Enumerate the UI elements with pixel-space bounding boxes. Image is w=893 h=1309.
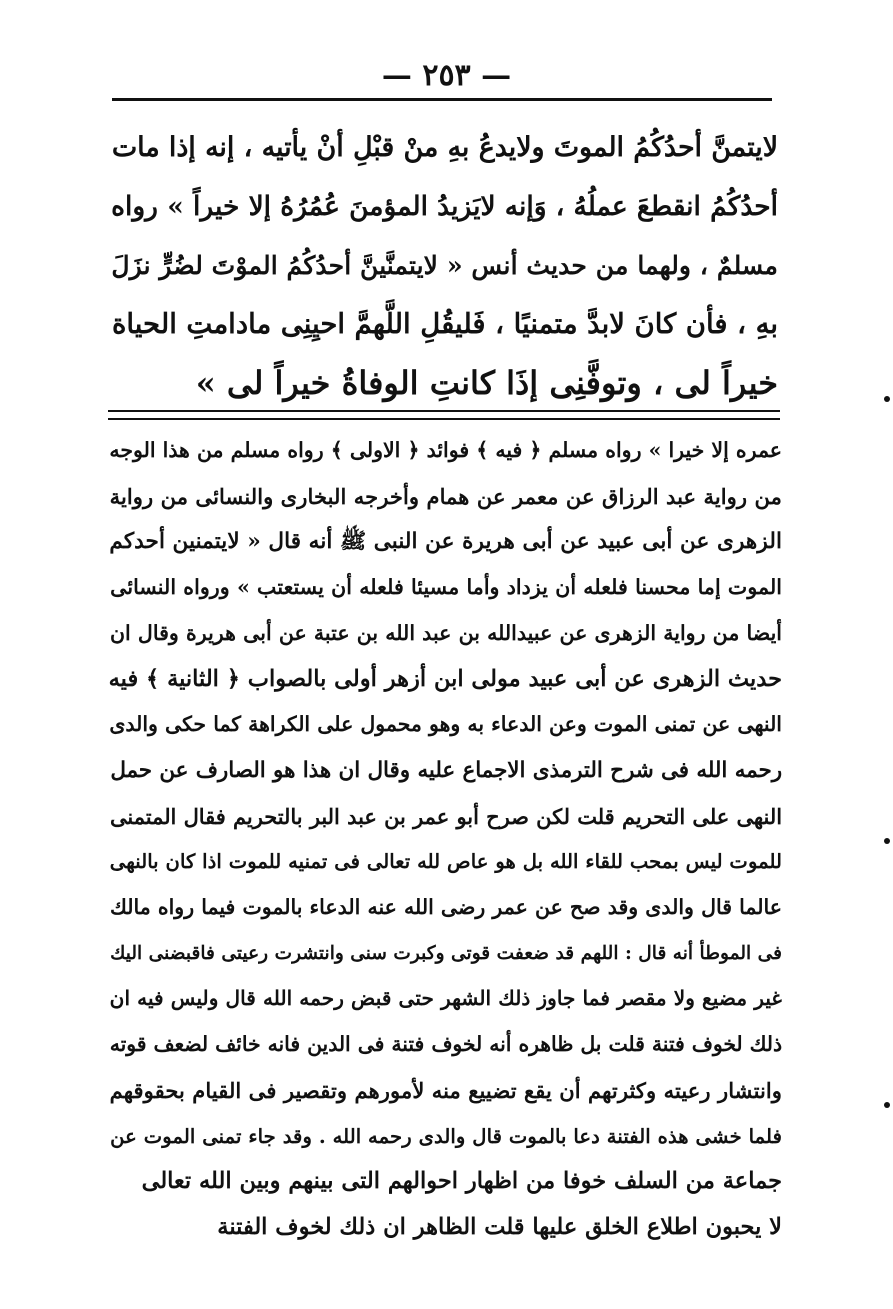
commentary-line: فلما خشى هذه الفتنة دعا بالموت قال والدى رحمه الله . وقد جاء تمنى الموت عن (110, 1123, 782, 1148)
commentary-text (106, 428, 782, 1251)
commentary-line: النهى على التحريم قلت لكن صرح أبو عمر بن عبد البر بالتحريم فقال المتمنى (110, 803, 782, 829)
commentary-line: رحمه الله فى شرح الترمذى الاجماع عليه وقال ان هذا هو الصارف عن حمل (110, 757, 782, 783)
top-rule (112, 98, 772, 101)
commentary-line: الموت إما محسنا فلعله أن يزداد وأما مسيئا فلعله أن يستعتب » ورواه النسائى (110, 575, 782, 600)
commentary-line: فى الموطأ أنه قال : اللهم قد ضعفت قوتى وكبرت سنى وانتشرت رعيتى فاقبضنى اليك (110, 942, 782, 964)
hadith-line: أحدُكُمُ انقطعَ عملُهُ ، وَإنه لايَزيدُ المؤمنَ عُمُرُهُ إلا خيراً » رواه (111, 191, 778, 222)
commentary-line: أيضا من رواية الزهرى عن عبيدالله بن عبد الله بن عتبة عن أبى هريرة وقال ان (109, 620, 782, 645)
hadith-line: مسلمٌ ، ولهما من حديث أنس « لايتمنَّينَّ أحدُكُمُ الموْتَ لضُرٍّ نزَلَ (111, 250, 778, 280)
hadith-line: لايتمنَّ أحدُكُمُ الموتَ ولايدعُ بهِ منْ قبْلِ أنْ يأتيه ، إنه إذا مات (111, 132, 778, 163)
commentary-line: عمره إلا خيرا » رواه مسلم ﴿ فيه ﴾ فوائد ﴿ الاولى ﴾ رواه مسلم من هذا الوجه (109, 438, 782, 462)
page-edge-mark (884, 838, 890, 844)
page-edge-mark (884, 1102, 890, 1108)
commentary-line: للموت ليس بمحب للقاء الله بل هو عاص لله تعالى فى تمنيه للموت اذا كان بالنهى (109, 850, 782, 874)
hadith-text (108, 118, 778, 413)
commentary-line: عالما قال والدى وقد صح عن عمر رضى الله عنه الدعاء بالموت فيما رواه مالك (109, 895, 782, 920)
commentary-line: النهى عن تمنى الموت وعن الدعاء به وهو محمول على الكراهة كما حكى والدى (109, 712, 782, 737)
commentary-line: لا يحبون اطلاع الخلق عليها قلت الظاهر ان ذلك لخوف الفتنة (217, 1213, 782, 1240)
section-divider (108, 410, 780, 420)
commentary-line: الزهرى عن أبى عبيد عن أبى هريرة عن النبى ﷺ أنه قال « لايتمنين أحدكم (109, 529, 782, 555)
hadith-line: خيراً لى ، وتوفَّنِى إذَا كانتِ الوفاةُ خيراً لى » (195, 364, 778, 402)
hadith-line: بهِ ، فأن كانَ لابدَّ متمنيًا ، فَليقُلِ اللَّهمَّ احيِنِى مادامتِ الحياة (111, 308, 778, 340)
page-edge-mark (884, 396, 890, 402)
page-number: — ٢٥٣ — (381, 58, 512, 93)
commentary-line: ذلك لخوف فتنة قلت بل ظاهره أنه لخوف فتنة فى الدين فانه خائف لضعف قوته (109, 1032, 782, 1057)
commentary-line: حديث الزهرى عن أبى عبيد مولى ابن أزهر أولى بالصواب ﴿ الثانية ﴾ فيه (108, 665, 782, 692)
commentary-line: غير مضيع ولا مقصر فما جاوز ذلك الشهر حتى قبض رحمه الله قال وليس فيه ان (109, 986, 782, 1011)
commentary-line: جماعة من السلف خوفا من اظهار احوالهم التى بينهم وبين الله تعالى (141, 1168, 782, 1195)
commentary-line: من رواية عبد الرزاق عن معمر عن همام وأخرجه البخارى والنسائى من رواية (109, 483, 782, 509)
commentary-line: وانتشار رعيته وكثرتهم أن يقع تضييع منه لأمورهم وتقصير فى القيام بحقوقهم (109, 1077, 782, 1103)
